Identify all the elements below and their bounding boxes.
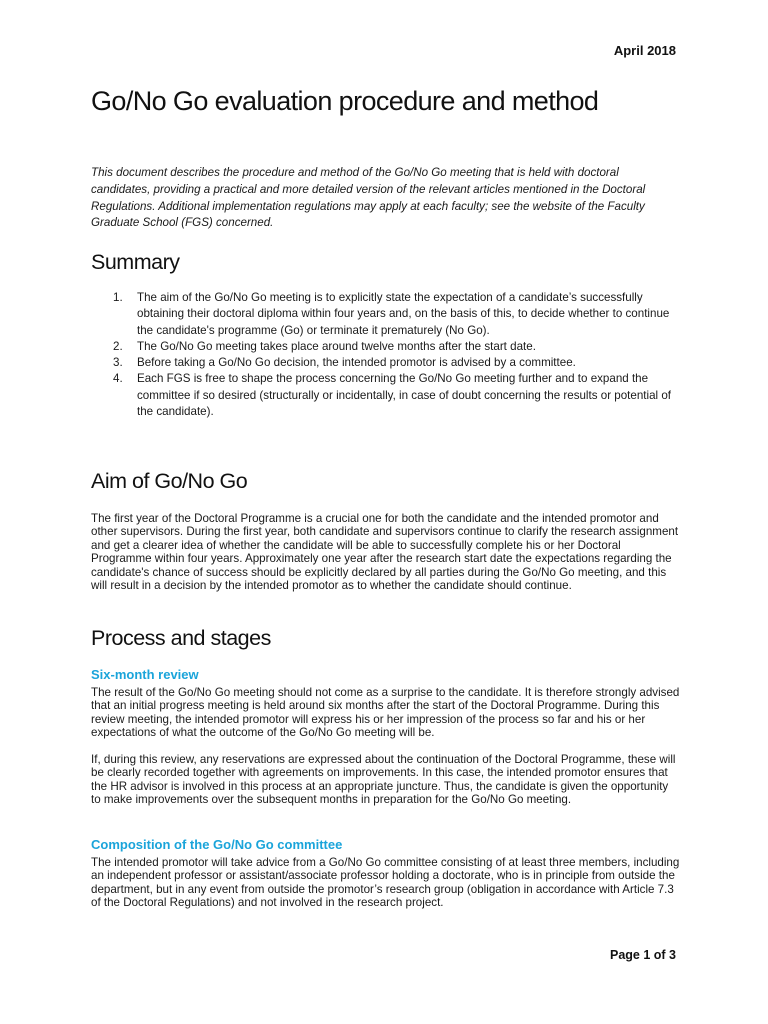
document-date: April 2018 [613, 43, 676, 58]
summary-item-number: 2. [113, 339, 123, 353]
summary-item [91, 290, 681, 339]
aim-heading: Aim of Go/No Go [91, 469, 248, 493]
summary-item [91, 339, 681, 355]
summary-item-text: The Go/No Go meeting takes place around twelve months after the start date. [137, 339, 536, 353]
summary-item-number: 4. [113, 372, 123, 386]
summary-item-text: Each FGS is free to shape the process concerning the Go/No Go meeting further and to expand the committee if so desired (structurally or incidentally, in case of doubt concerning the results or potential of the candidate). [137, 372, 672, 419]
summary-item-number: 3. [113, 356, 123, 370]
document-title: Go/No Go evaluation procedure and method [91, 86, 599, 116]
summary-heading: Summary [91, 250, 180, 274]
summary-item [91, 371, 681, 420]
six-month-paragraph-2: If, during this review, any reservations are expressed about the continuation of the Doctoral Programme, these will be clearly recorded together with agreements on improvements. In this case, the intended promotor ensures that the HR advisor is involved in this process at an appropriate juncture. Thus, the candidate is given the opportunity to make improvements over the subsequent months in preparation for the Go/No Go meeting. [91, 753, 676, 807]
summary-item [91, 355, 681, 371]
committee-heading: Composition of the Go/No Go committee [91, 837, 343, 852]
process-heading: Process and stages [91, 626, 271, 650]
six-month-review-heading: Six-month review [91, 667, 199, 682]
aim-paragraph: The first year of the Doctoral Programme is a crucial one for both the candidate and the intended promotor and other supervisors. During the first year, both candidate and supervisors continue to clarify the research assignment and get a clearer idea of whether the candidate will be able to successfully complete his or her Doctoral Programme within four years. Approximately one year after the research start date the expectations regarding the candidate's chance of success should be explicitly declared by all parties during the Go/No Go meeting, and this will result in a decision by the intended promotor as to whether the candidate should continue. [91, 512, 679, 593]
summary-item-text: Before taking a Go/No Go decision, the intended promotor is advised by a committee. [137, 356, 576, 370]
six-month-paragraph-1: The result of the Go/No Go meeting should not come as a surprise to the candidate. It is therefore strongly advised that an initial progress meeting is held around six months after the start of the Doctoral Programme. During this review meeting, the intended promotor will express his or her impression of the process so far and his or her expectations of what the outcome of the Go/No Go meeting will be. [91, 686, 680, 740]
summary-item-text: The aim of the Go/No Go meeting is to explicitly state the expectation of a candidate’s successfully obtaining their doctoral diploma within four years and, on the basis of this, to decide whether to continue the candidate's programme (Go) or terminate it prematurely (No Go). [137, 291, 670, 337]
committee-paragraph: The intended promotor will take advice from a Go/No Go committee consisting of at least three members, including an independent professor or assistant/associate professor holding a doctorate, who is in principle from outside the department, but in any event from outside the promotor’s research group (obligation in accordance with Article 7.3 of the Doctoral Regulations) and not involved in the research project. [91, 856, 680, 910]
summary-item-number: 1. [113, 291, 123, 304]
intro-paragraph: This document describes the procedure and method of the Go/No Go meeting that is held with doctoral candidates, providing a practical and more detailed version of the relevant articles mentioned in the Doctoral Regulations. Additional implementation regulations may apply at each faculty; see the website of the Faculty Graduate School (FGS) concerned. [91, 166, 646, 230]
page-number: Page 1 of 3 [610, 948, 676, 962]
summary-list [91, 290, 681, 420]
